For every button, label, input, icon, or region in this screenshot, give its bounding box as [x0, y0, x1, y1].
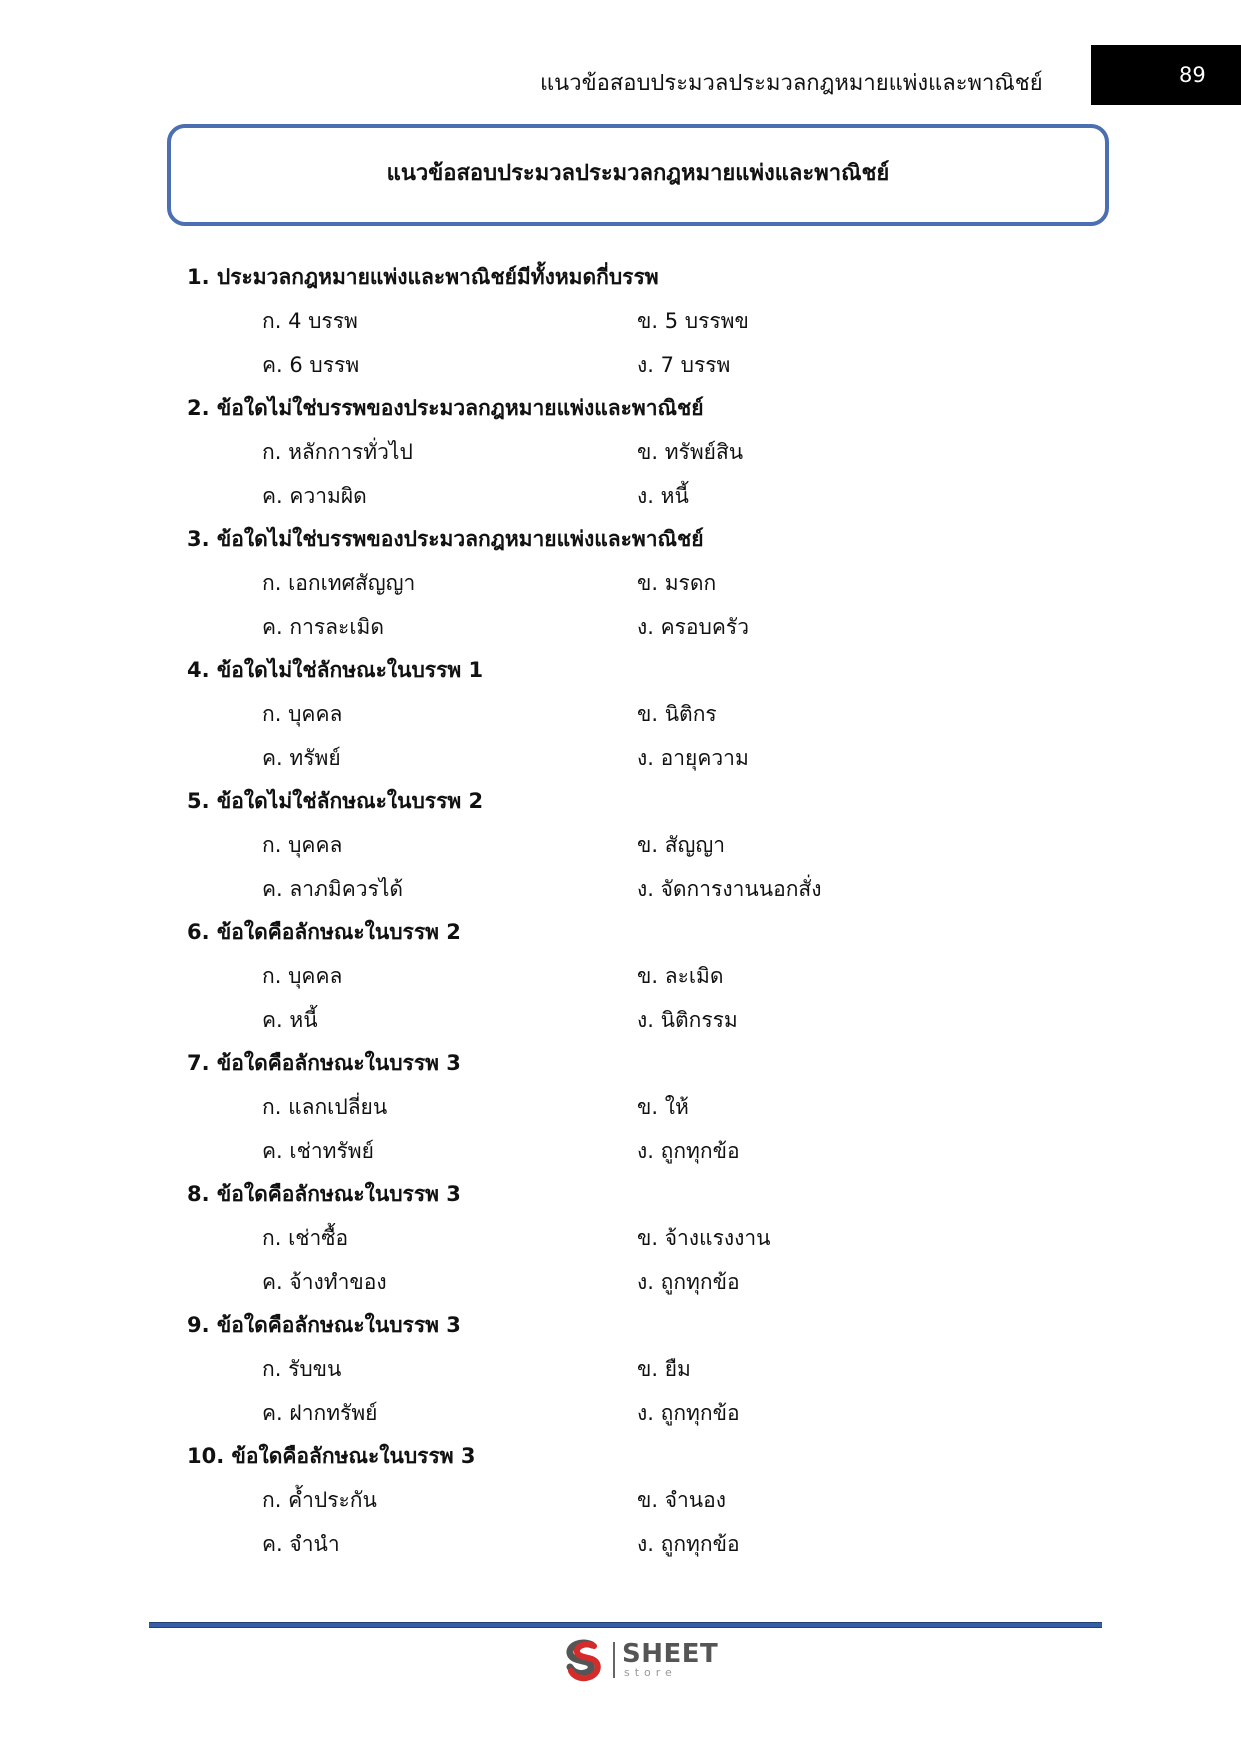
question-2-choice-kho-khwai: ค. ความผิด: [262, 484, 367, 508]
question-9-choice-ko: ก. รับขน: [262, 1357, 342, 1381]
question-8-choice-kho-khwai: ค. จ้างทำของ: [262, 1270, 387, 1294]
footer-divider: [149, 1622, 1102, 1628]
question-5-choice-kho: ข. สัญญา: [637, 833, 726, 857]
question-3-choice-ngo: ง. ครอบครัว: [637, 615, 749, 639]
document-title-box: [167, 124, 1109, 226]
question-7-choice-ko: ก. แลกเปลี่ยน: [262, 1095, 388, 1119]
question-8: 8. ข้อใดคือลักษณะในบรรพ 3: [187, 1182, 461, 1206]
question-6-choice-ko: ก. บุคคล: [262, 964, 343, 988]
question-6: 6. ข้อใดคือลักษณะในบรรพ 2: [187, 920, 461, 944]
page-number-box: [1091, 45, 1241, 105]
question-1-choice-kho: ข. 5 บรรพข: [637, 309, 749, 333]
question-2-choice-kho: ข. ทรัพย์สิน: [637, 440, 744, 464]
question-2-choice-ko: ก. หลักการทั่วไป: [262, 440, 413, 464]
question-2: 2. ข้อใดไม่ใช่บรรพของประมวลกฎหมายแพ่งและพาณิชย์: [187, 396, 704, 420]
question-6-choice-ngo: ง. นิติกรรม: [637, 1008, 738, 1032]
question-7-choice-kho-khwai: ค. เช่าทรัพย์: [262, 1139, 374, 1163]
question-9-choice-kho-khwai: ค. ฝากทรัพย์: [262, 1401, 378, 1425]
question-3-choice-kho-khwai: ค. การละเมิด: [262, 615, 384, 639]
question-6-choice-kho-khwai: ค. หนี้: [262, 1008, 318, 1032]
logo-subtext: store: [624, 1666, 677, 1679]
question-3-choice-kho: ข. มรดก: [637, 571, 717, 595]
question-3-choice-ko: ก. เอกเทศสัญญา: [262, 571, 416, 595]
question-4-choice-ko: ก. บุคคล: [262, 702, 343, 726]
question-4-choice-ngo: ง. อายุความ: [637, 746, 749, 770]
question-5-choice-ko: ก. บุคคล: [262, 833, 343, 857]
question-8-choice-kho: ข. จ้างแรงงาน: [637, 1226, 771, 1250]
question-3: 3. ข้อใดไม่ใช่บรรพของประมวลกฎหมายแพ่งและพาณิชย์: [187, 527, 704, 551]
logo-wordmark: SHEET: [622, 1639, 719, 1669]
page-number: 89: [1179, 63, 1206, 87]
question-1-choice-ko: ก. 4 บรรพ: [262, 309, 358, 333]
question-10: 10. ข้อใดคือลักษณะในบรรพ 3: [187, 1444, 476, 1468]
question-10-choice-ngo: ง. ถูกทุกข้อ: [637, 1532, 740, 1556]
question-8-choice-ko: ก. เช่าซื้อ: [262, 1226, 349, 1250]
question-10-choice-ko: ก. ค้ำประกัน: [262, 1488, 377, 1512]
question-10-choice-kho-khwai: ค. จำนำ: [262, 1532, 340, 1556]
question-5-choice-kho-khwai: ค. ลาภมิควรได้: [262, 877, 404, 901]
question-5-choice-ngo: ง. จัดการงานนอกสั่ง: [637, 877, 822, 901]
question-1-choice-ngo: ง. 7 บรรพ: [637, 353, 731, 377]
question-9: 9. ข้อใดคือลักษณะในบรรพ 3: [187, 1313, 461, 1337]
document-title: แนวข้อสอบประมวลประมวลกฎหมายแพ่งและพาณิชย์: [386, 161, 890, 186]
question-7-choice-kho: ข. ให้: [637, 1095, 689, 1119]
question-7: 7. ข้อใดคือลักษณะในบรรพ 3: [187, 1051, 461, 1075]
question-4-choice-kho-khwai: ค. ทรัพย์: [262, 746, 341, 770]
sheet-store-logo-icon: [562, 1638, 608, 1684]
question-2-choice-ngo: ง. หนี้: [637, 484, 689, 508]
question-10-choice-kho: ข. จำนอง: [637, 1488, 727, 1512]
footer-logo: [562, 1638, 722, 1684]
question-1-choice-kho-khwai: ค. 6 บรรพ: [262, 353, 360, 377]
question-8-choice-ngo: ง. ถูกทุกข้อ: [637, 1270, 740, 1294]
question-4-choice-kho: ข. นิติกร: [637, 702, 717, 726]
question-5: 5. ข้อใดไม่ใช่ลักษณะในบรรพ 2: [187, 789, 484, 813]
question-7-choice-ngo: ง. ถูกทุกข้อ: [637, 1139, 740, 1163]
running-header-title: แนวข้อสอบประมวลประมวลกฎหมายแพ่งและพาณิชย์: [540, 71, 1043, 96]
question-9-choice-ngo: ง. ถูกทุกข้อ: [637, 1401, 740, 1425]
logo-divider: [613, 1642, 615, 1678]
question-1: 1. ประมวลกฎหมายแพ่งและพาณิชย์มีทั้งหมดกี่บรรพ: [187, 265, 659, 289]
question-9-choice-kho: ข. ยืม: [637, 1357, 691, 1381]
question-4: 4. ข้อใดไม่ใช่ลักษณะในบรรพ 1: [187, 658, 484, 682]
question-6-choice-kho: ข. ละเมิด: [637, 964, 724, 988]
